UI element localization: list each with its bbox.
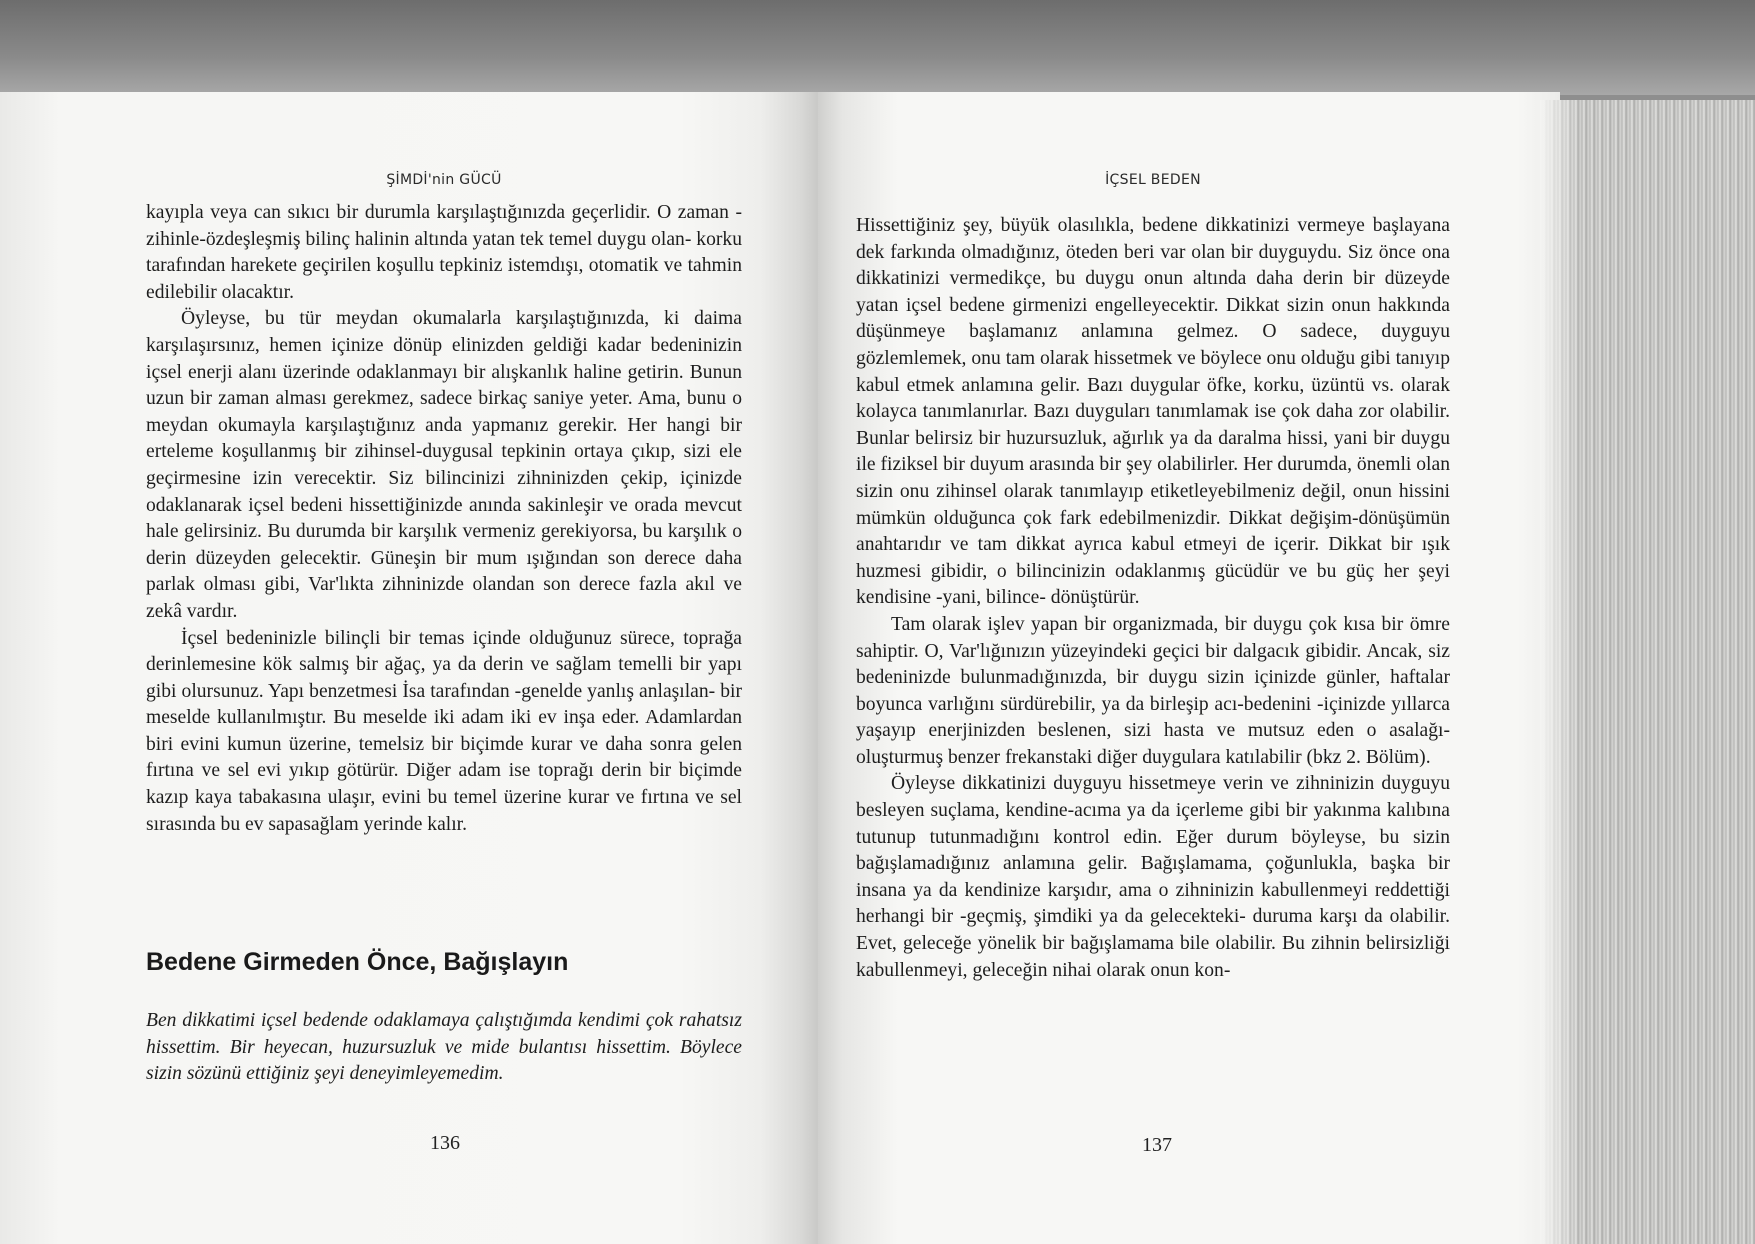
right-page-number: 137 bbox=[1142, 1134, 1172, 1156]
right-body-text bbox=[856, 213, 1450, 984]
left-paragraph-1: kayıpla veya can sıkıcı bir durumla karşılaştığınızda geçerlidir. O zaman -zihinle-özdeşleşmiş bilinç halinin altında yatan tek temel duygu olan- korku tarafından harekete geçirilen koşullu tepkiniz istemdışı, otomatik ve tahmin edilebilir olacaktır. bbox=[146, 202, 742, 303]
left-body-text bbox=[146, 200, 742, 838]
right-paragraph-2: Tam olarak işlev yapan bir organizmada, bir duygu çok kısa bir ömre sahiptir. O, Var'lığınızın yüzeyindeki geçici bir dalgacık gibidir. Ancak, siz bedeninizde bulunmadığınızda, bir duygu sizin içinizde günler, haftalar boyunca varlığını sürdürebilir, ya da birleşip acı-bedenini -içinizde yıllarca yaşayıp enerjinizden beslenen, sizi hasta ve mutsuz eden o asalağı- oluşturmuş benzer frekanstaki diğer duygulara katılabilir (bkz 2. Bölüm). bbox=[856, 613, 1450, 768]
right-running-head: İÇSEL BEDEN bbox=[1105, 172, 1201, 188]
page-edges-shadow bbox=[1540, 100, 1580, 1244]
right-paragraph-3: Öyleyse dikkatinizi duyguyu hissetmeye verin ve zihninizin duyguyu besleyen suçlama, kendine-acıma ya da içerleme gibi bir yakınma kalıbına tutunup tutunmadığını kontrol edin. Eğer durum böyleyse, bu sizin bağışlamadığınız anlamına gelir. Bağışlamama, çoğunlukla, başka bir insana ya da kendinize karşıdır, ama o zihninizin kabullenmeyi reddettiği herhangi bir -geçmiş, şimdiki ya da gelecekteki- duruma karşı da olabilir. Evet, geleceğe yönelik bir bağışlamama bile olabilir. Bu zihnin belirsizliği kabullenmeyi, geleceğin nihai olarak onun kon- bbox=[856, 773, 1450, 981]
italic-question: Ben dikkatimi içsel bedende odaklamaya çalıştığımda kendimi çok rahatsız hissettim. Bir heyecan, huzursuzluk ve mide bulantısı hissettim. Böylece sizin sözünü ettiğiniz şeyi deneyimleyemedim. bbox=[146, 1010, 742, 1085]
section-heading: Bedene Girmeden Önce, Bağışlayın bbox=[146, 948, 569, 976]
left-paragraph-3: İçsel bedeninizle bilinçli bir temas içinde olduğunuz sürece, toprağa derinlemesine kök salmış bir ağaç, ya da derin ve sağlam temelli bir yapı gibi olursunuz. Yapı benzetmesi İsa tarafından -genelde yanlış anlaşılan- bir meselde kullanılmıştır. Bu meselde iki adam iki ev inşa eder. Adamlardan biri evini kumun üzerine, temelsiz bir biçimde kurar ve daha sonra gelen fırtına ve sel evi yıkıp götürür. Diğer adam ise toprağı derin bir biçimde kazıp kaya tabakasına ulaşır, evini bu temel üzerine kurar ve fırtına ve sel sırasında bu ev sapasağlam yerinde kalır. bbox=[146, 627, 742, 835]
scan-background-top bbox=[0, 0, 1755, 95]
left-page-number: 136 bbox=[430, 1132, 460, 1154]
left-running-head: ŞİMDİ'nin GÜCÜ bbox=[386, 172, 502, 188]
left-paragraph-2: Öyleyse, bu tür meydan okumalarla karşılaştığınızda, ki daima karşılaşırsınız, hemen içinize dönüp elinizden geldiği kadar bedeninizin içsel enerji alanı üzerinde odaklanmayı bir alışkanlık haline getirin. Bunun uzun bir zaman alması gerekmez, sadece birkaç saniye yeter. Ama, bunu o meydan okumayla karşılaştığınız anda yapmanız gerekir. Her hangi bir erteleme koşullanmış bir zihinsel-duygusal tepkinin ortaya çıkıp, sizi ele geçirmesine izin verecektir. Siz bilincinizi zihninizden çekip, içinizde odaklanarak içsel bedeni hissettiğinizde anında sakinleşir ve orada mevcut hale gelirsiniz. Bu durumda bir karşılık vermeniz gerekiyorsa, bu karşılık o derin düzeyden gelecektir. Güneşin bir mum ışığından son derece daha parlak olması gibi, Var'lıkta zihninizde olandan son derece fazla akıl ve zekâ vardır. bbox=[146, 308, 742, 622]
right-paragraph-1: Hissettiğiniz şey, büyük olasılıkla, bedene dikkatinizi vermeye başlayana dek farkında olmadığınız, öteden beri var olan bir duyguydu. Siz önce ona dikkatinizi vermedikçe, bu duygu onun altında daha derin bir düzeyde yatan içsel bedene girmenizi engelleyecektir. Dikkat sizin onun hakkında düşünmeye başlamanız anlamına gelmez. O sadece, duyguyu gözlemlemek, onu tam olarak hissetmek ve böylece onu olduğu gibi tanıyıp kabul etmek anlamına gelir. Bazı duygular öfke, korku, üzüntü vs. olarak kolayca tanımlanırlar. Bazı duyguları tanımlamak ise çok daha zor olabilir. Bunlar belirsiz bir huzursuzluk, ağırlık ya da daralma hissi, yani bir duygu ile fiziksel bir duyum arasında bir şey olabilirler. Her durumda, önemli olan sizin onu zihinsel olarak tanımlayıp etiketleyebilmeniz değil, onun hissini mümkün olduğunca çok fark edebilmenizdir. Dikkat değişim-dönüşümün anahtarıdır ve tam dikkat ayrıca kabul etmeyi de içerir. Dikkat bir ışık huzmesi gibidir, o bilincinizin odaklanmış gücüdür ve bu güç her şeyi kendisine -yani, bilince- dönüştürür. bbox=[856, 215, 1450, 609]
